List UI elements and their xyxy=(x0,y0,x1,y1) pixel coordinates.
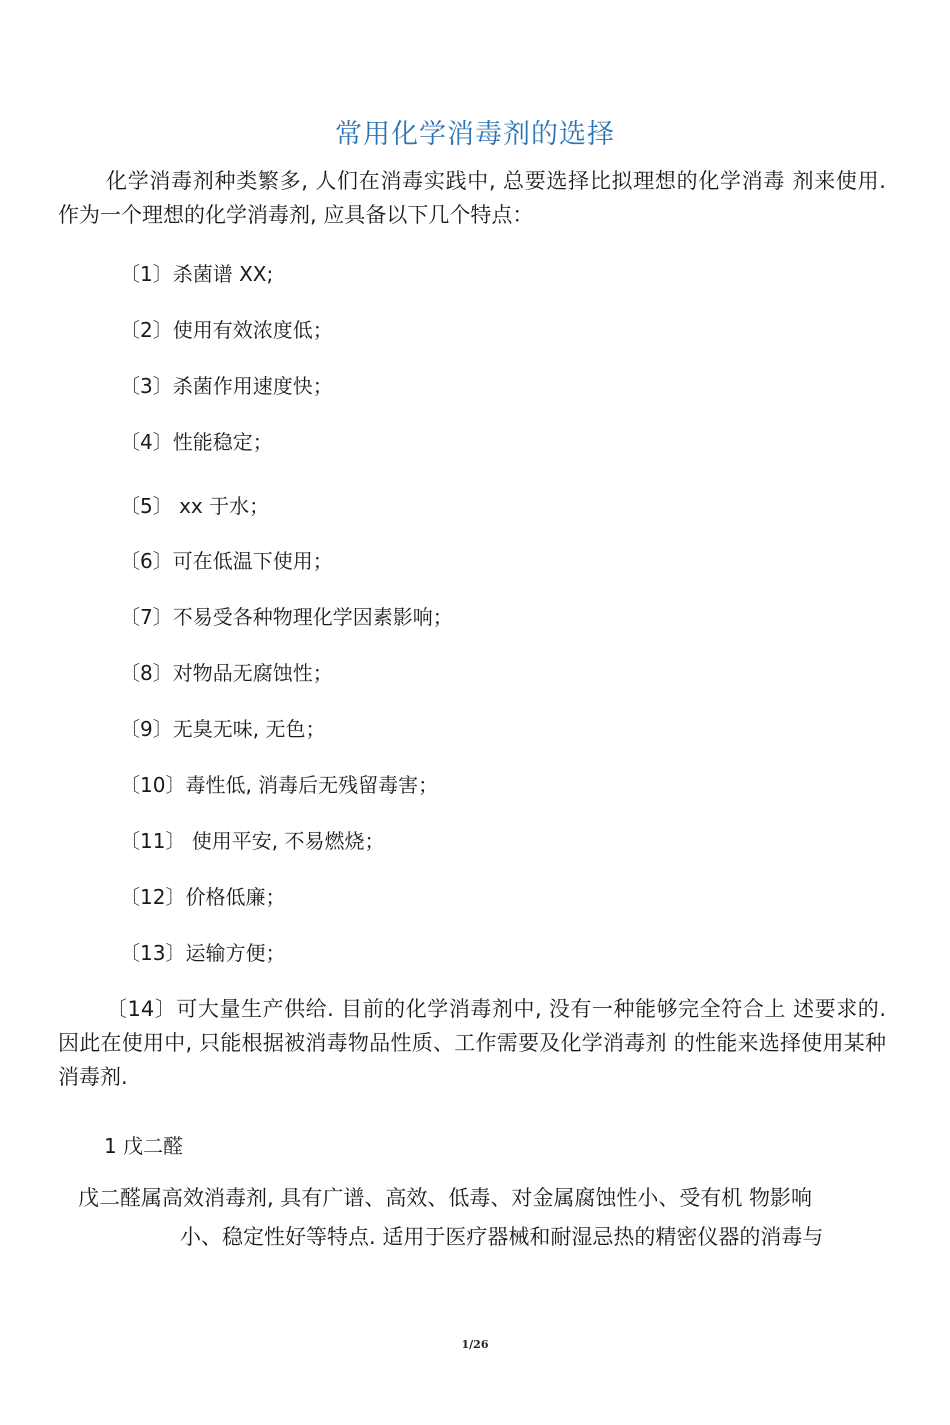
list-item: 〔8〕对物品无腐蚀性； xyxy=(120,661,333,685)
intro-paragraph: 化学消毒剂种类繁多, 人们在消毒实践中, 总要选择比拟理想的化学消毒 剂来使用. 作为一个理想的化学消毒剂, 应具备以下几个特点： xyxy=(58,169,886,227)
list-item: 〔1〕杀菌谱 XX; xyxy=(120,262,274,286)
list-item: 〔6〕可在低温下使用； xyxy=(120,549,333,573)
section-heading: 1 戊二醛 xyxy=(104,1134,184,1158)
list-item: 〔2〕使用有效浓度低； xyxy=(120,318,333,342)
item-14-paragraph: 〔14〕可大量生产供给. 目前的化学消毒剂中, 没有一种能够完全符合上 述要求的. 因此在使用中, 只能根据被消毒物品性质、工作需要及化学消毒剂 的性能来选择使用某种消毒剂. xyxy=(58,997,886,1089)
page-title: 常用化学消毒剂的选择 xyxy=(335,119,615,150)
list-item: 〔7〕不易受各种物理化学因素影响； xyxy=(120,605,453,629)
list-item: 〔13〕运输方便； xyxy=(120,941,286,965)
list-item: 〔9〕无臭无味, 无色； xyxy=(120,717,326,741)
list-item: 〔5〕 xx 于水； xyxy=(120,494,270,518)
list-item: 〔12〕价格低廉； xyxy=(120,885,286,909)
page-number: 1/26 xyxy=(461,1338,489,1351)
section-text-line: 戊二醛属高效消毒剂, 具有广谱、高效、低毒、对金属腐蚀性小、受有机 物影响 xyxy=(78,1186,813,1210)
section-text-line: 小、稳定性好等特点. 适用于医疗器械和耐湿忌热的精密仪器的消毒与 xyxy=(180,1225,824,1249)
list-item: 〔11〕 使用平安, 不易燃烧； xyxy=(120,829,385,853)
list-item: 〔3〕杀菌作用速度快； xyxy=(120,374,333,398)
list-item: 〔10〕毒性低, 消毒后无残留毒害； xyxy=(120,773,439,797)
list-item: 〔4〕性能稳定； xyxy=(120,430,273,454)
